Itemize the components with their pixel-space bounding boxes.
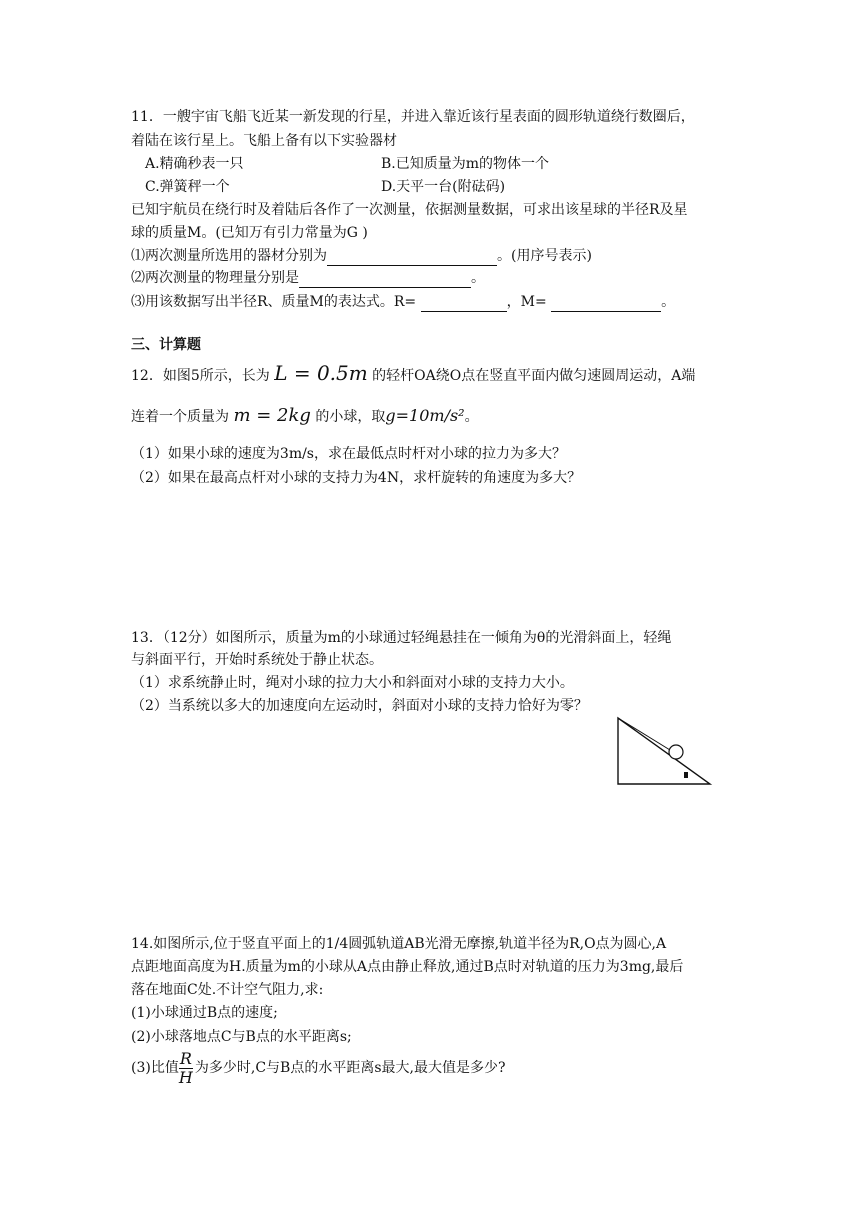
q11-sub3 bbox=[131, 292, 675, 312]
q11-stem-line1: 11．一艘宇宙飞船飞近某一新发现的行星，并进入靠近该行星表面的圆形轨道绕行数圈后， bbox=[131, 109, 695, 125]
section-heading-calculation: 三、计算题 bbox=[131, 337, 201, 353]
fraction-numerator: R bbox=[179, 1048, 192, 1068]
q11-desc-line2: 球的质量M。(已知万有引力常量为G ) bbox=[131, 225, 368, 241]
ball-shape bbox=[669, 745, 683, 759]
q11-option-a: A.精确秒表一只 bbox=[145, 156, 244, 172]
angle-mark bbox=[684, 772, 688, 778]
q12-line2-tail: 。 bbox=[464, 409, 479, 425]
q11-option-d: D.天平一台(附砝码) bbox=[381, 179, 506, 195]
q13-part2: （2）当系统以多大的加速度向左运动时，斜面对小球的支持力恰好为零？ bbox=[131, 698, 588, 714]
q12-line2-text: 连着一个质量为 bbox=[131, 409, 229, 425]
q13-line1: 13．（12分）如图所示，质量为m的小球通过轻绳悬挂在一倾角为θ的光滑斜面上，轻绳 bbox=[131, 630, 672, 646]
q14-part3-tail: 为多少时,C与B点的水平距离s最大,最大值是多少? bbox=[194, 1060, 506, 1076]
q13-part1: （1）求系统静止时，绳对小球的拉力大小和斜面对小球的支持力大小。 bbox=[131, 675, 574, 691]
incline-triangle bbox=[618, 718, 710, 784]
q11-sub2-tail: 。 bbox=[471, 270, 485, 286]
q14-part3 bbox=[131, 1048, 505, 1088]
q11-sub1-text: ⑴两次测量所选用的器材分别为 bbox=[131, 248, 327, 264]
q12-part2: （2）如果在最高点杆对小球的支持力为4N，求杆旋转的角速度为多大？ bbox=[131, 470, 582, 486]
q12-line1-tail: 的轻杆OA绕O点在竖直平面内做匀速圆周运动，A端 bbox=[372, 368, 696, 384]
q12-line2 bbox=[131, 406, 479, 427]
q14-line1: 14.如图所示,位于竖直平面上的1/4圆弧轨道AB光滑无摩擦,轨道半径为R,O点为圆心,A bbox=[131, 936, 667, 952]
q12-line2-mid: 的小球，取 bbox=[315, 409, 386, 425]
q12-line1-text: 12．如图5所示，长为 bbox=[131, 368, 270, 384]
q12-part1: （1）如果小球的速度为3m/s，求在最低点时杆对小球的拉力为多大？ bbox=[131, 446, 566, 462]
q11-option-b: B.已知质量为m的物体一个 bbox=[381, 156, 550, 172]
q14-part3-text: (3)比值 bbox=[131, 1060, 179, 1076]
q11-sub2-blank[interactable] bbox=[299, 273, 471, 288]
q11-sub3-mid: ，M= bbox=[506, 294, 547, 310]
q12-mass-formula: m = 2kg bbox=[233, 405, 311, 426]
fraction-denominator: H bbox=[178, 1067, 193, 1087]
rope-line bbox=[618, 718, 670, 750]
incline-diagram bbox=[612, 714, 716, 788]
q12-gravity-formula: g=10m/s² bbox=[385, 406, 465, 425]
q12-length-formula: L = 0.5m bbox=[274, 361, 368, 385]
q11-stem-line2: 着陆在该行星上。飞船上备有以下实验器材 bbox=[131, 133, 397, 149]
q14-part2: (2)小球落地点C与B点的水平距离s; bbox=[131, 1029, 352, 1045]
q11-sub1-tail: 。(用序号表示) bbox=[497, 248, 592, 264]
q11-sub3-text: ⑶用该数据写出半径R、质量M的表达式。R= bbox=[131, 294, 417, 310]
q14-line3: 落在地面C处.不计空气阻力,求: bbox=[131, 982, 324, 998]
q11-option-c: C.弹簧秤一个 bbox=[145, 179, 230, 195]
q11-sub1-blank[interactable] bbox=[327, 251, 497, 266]
ratio-fraction bbox=[179, 1050, 193, 1087]
q11-sub2 bbox=[131, 268, 485, 288]
q14-line2: 点距地面高度为H.质量为m的小球从A点由静止释放,通过B点时对轨道的压力为3mg,最后 bbox=[131, 959, 684, 975]
q11-sub1 bbox=[131, 246, 592, 266]
q11-desc-line1: 已知宇航员在绕行时及着陆后各作了一次测量，依据测量数据，可求出该星球的半径R及星 bbox=[131, 202, 688, 218]
q14-part1: (1)小球通过B点的速度; bbox=[131, 1005, 278, 1021]
q11-mass-blank[interactable] bbox=[551, 297, 661, 312]
q11-sub3-tail: 。 bbox=[661, 294, 676, 310]
q12-line1 bbox=[131, 363, 695, 386]
q13-line2: 与斜面平行，开始时系统处于静止状态。 bbox=[131, 652, 383, 668]
q11-sub2-text: ⑵两次测量的物理量分别是 bbox=[131, 270, 299, 286]
q11-radius-blank[interactable] bbox=[421, 297, 507, 312]
